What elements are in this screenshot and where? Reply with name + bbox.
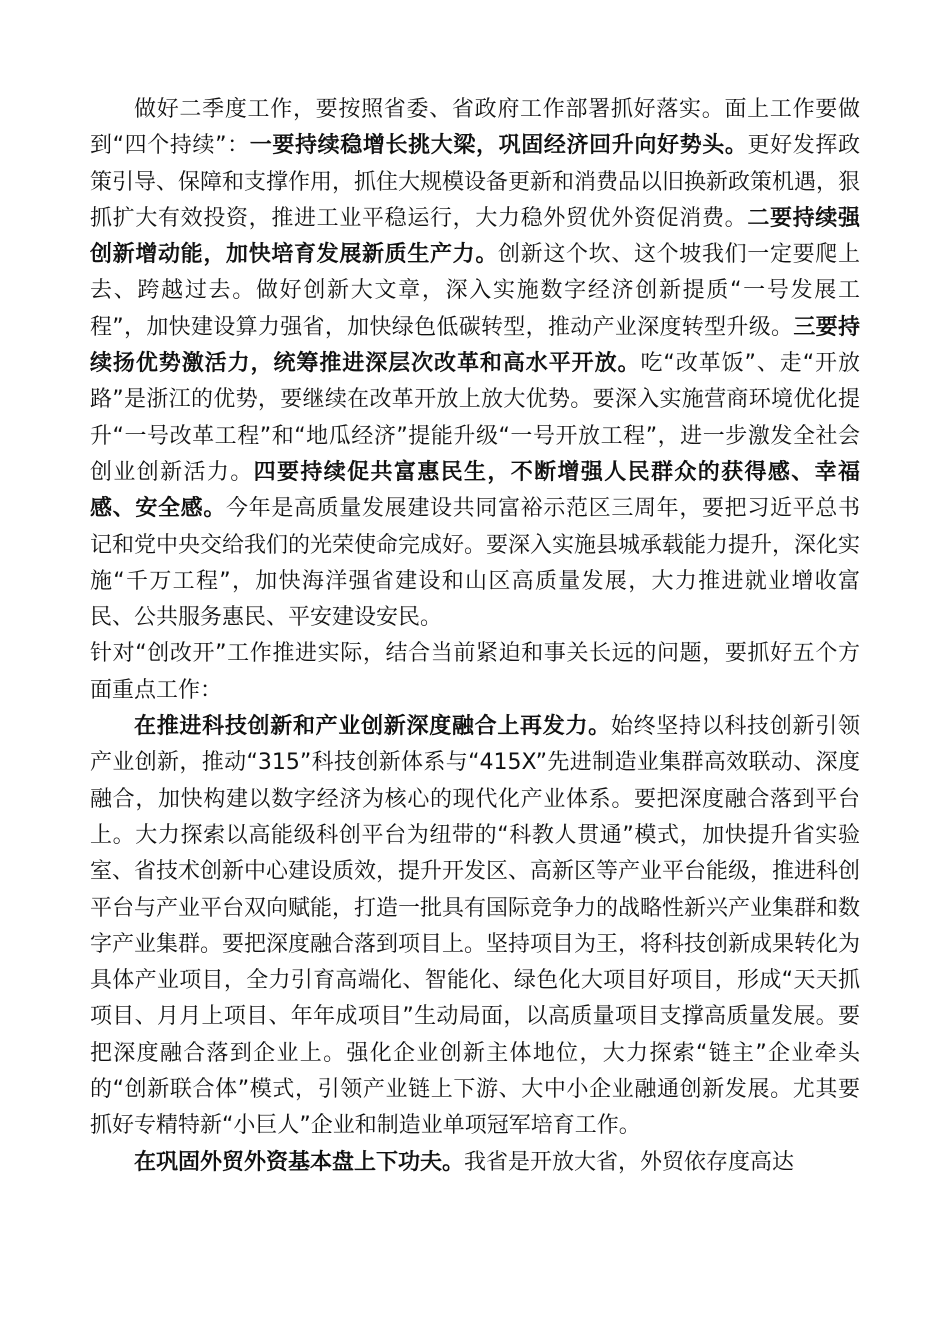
text-run: 做好二季度工作，要按照省委、省政府工作部署抓好落实。面上工作要做到“四个持续”： <box>90 97 860 159</box>
bold-heading-run: 在巩固外贸外资基本盘上下功夫。 <box>134 1149 465 1175</box>
bold-heading-run: 一要持续稳增长挑大梁，巩固经济回升向好势头。 <box>249 133 748 159</box>
paragraph-tech-industry-integration <box>90 709 860 1145</box>
bold-heading-run: 四要持续促共富惠民生，不断增强人民群众的获得感、幸福感、安全感。 <box>90 459 860 522</box>
text-run: 吃“改革饭”、走“开放路”是浙江的优势，要继续在改革开放上放大优势。要深入实施营商环境优化提升“一号改革工程”和“地瓜经济”提能升级“一号开放工程”，进一步激发全社会创业创新活力。 <box>90 351 860 485</box>
paragraph-four-persistences <box>90 92 860 636</box>
bold-heading-run: 三要持续扬优势激活力，统筹推进深层次改革和高水平开放。 <box>90 314 860 377</box>
text-run: 针对“创改开”工作推进实际，结合当前紧迫和事关长远的问题，要抓好五个方面重点工作： <box>90 641 860 703</box>
text-run: 今年是高质量发展建设共同富裕示范区三周年，要把习近平总书记和党中央交给我们的光荣使命完成好。要深入实施县城承载能力提升，深化实施“千万工程”，加快海洋强省建设和山区高质量发展，大力推进就业增收富民、公共服务惠民、平安建设安民。 <box>90 496 861 631</box>
bold-heading-run: 在推进科技创新和产业创新深度融合上再发力。 <box>134 714 611 740</box>
bold-heading-run: 二要持续强创新增动能，加快培育发展新质生产力。 <box>90 205 860 268</box>
paragraph-foreign-trade <box>90 1145 860 1181</box>
text-run: 始终坚持以科技创新引领产业创新，推动“315”科技创新体系与“415X”先进制造业集群高效联动、深度融合，加快构建以数字经济为核心的现代化产业体系。要把深度融合落到平台上。大力探索以高能级科创平台为纽带的“科教人贯通”模式，加快提升省实验室、省技术创新中心建设质效，提升开发区、高新区等产业平台能级，推进科创平台与产业平台双向赋能，打造一批具有国际竞争力的战略性新兴产业集群和数字产业集群。要把深度融合落到项目上。坚持项目为王，将科技创新成果转化为具体产业项目，全力引育高端化、智能化、绿色化大项目好项目，形成“天天抓项目、月月上项目、年年成项目”生动局面，以高质量项目支撑高质量发展。要把深度融合落到企业上。强化企业创新主体地位，大力探索“链主”企业牵头的“创新联合体”模式，引领产业链上下游、大中小企业融通创新发展。尤其要抓好专精特新“小巨人”企业和制造业单项冠军培育工作。 <box>90 714 861 1139</box>
text-run: 创新这个坎、这个坡我们一定要爬上去、跨越过去。做好创新大文章，深入实施数字经济创新提质“一号发展工程”，加快建设算力强省，加快绿色低碳转型，推动产业深度转型升级。 <box>90 242 860 340</box>
text-run: 更好发挥政策引导、保障和支撑作用，抓住大规模设备更新和消费品以旧换新政策机遇，狠抓扩大有效投资，推进工业平稳运行，大力稳外贸优外资促消费。 <box>90 133 861 231</box>
paragraph-five-focus-intro <box>90 636 860 709</box>
document-body <box>90 92 860 1181</box>
text-run: 我省是开放大省，外贸依存度高达 <box>464 1149 795 1175</box>
